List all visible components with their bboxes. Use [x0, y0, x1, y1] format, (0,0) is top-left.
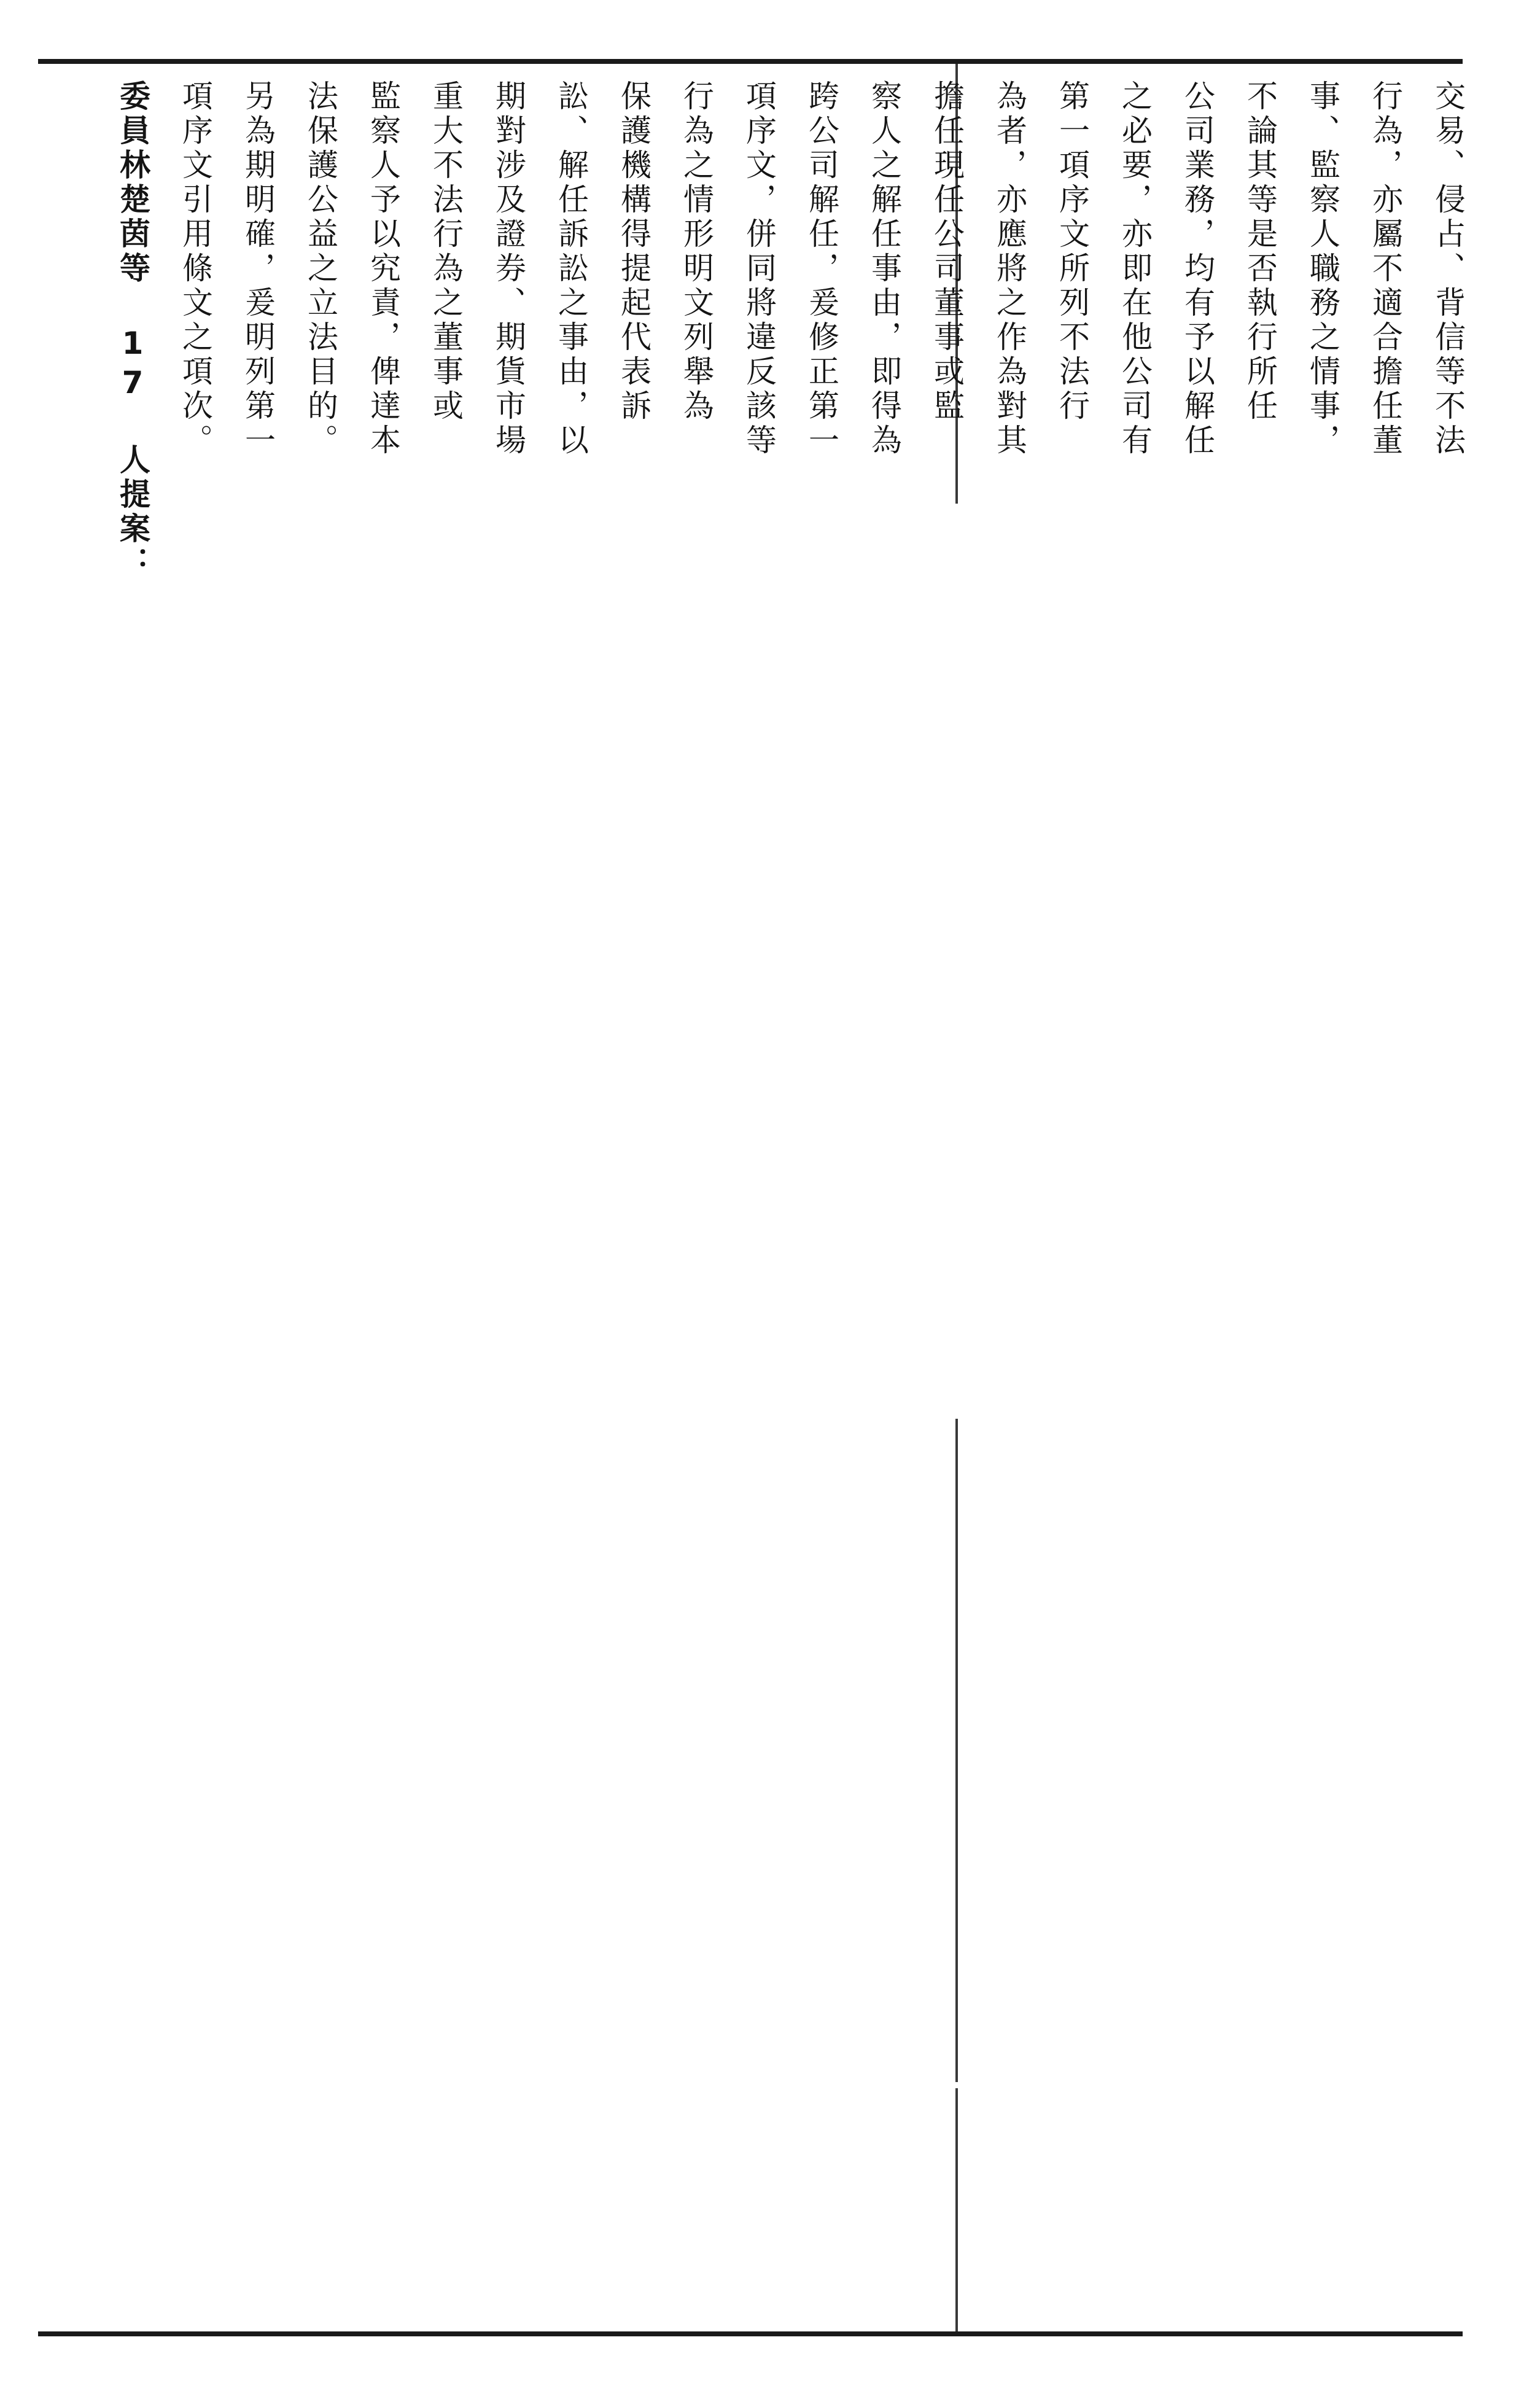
- proposal-lin-body-line: 監察人予以究責，俾達本: [365, 80, 401, 458]
- top-rule: [38, 59, 1463, 64]
- bottom-rule: [38, 2331, 1463, 2336]
- col-separator-low: [955, 2088, 958, 2331]
- proposal-lin-body-line: 項序文，併同將違反該等: [741, 80, 777, 458]
- proposal-lin-body-line: 事、監察人職務之情事，: [1305, 80, 1340, 458]
- proposal-lin-body-line: 察人之解任事由，即得為: [866, 80, 902, 458]
- col-separator-mid: [955, 1419, 958, 2082]
- proposal-lin-body-line: 擔任現任公司董事或監: [929, 80, 965, 424]
- proposal-lin-body-line: 交易、侵占、背信等不法: [1430, 80, 1466, 458]
- proposal-lin-heading-line: 委員林楚茵等 17 人提案：: [115, 80, 150, 581]
- proposal-lin-body-line: 跨公司解任，爰修正第一: [804, 80, 839, 458]
- proposal-lin-body-line: 行為之情形明文列舉為: [679, 80, 714, 424]
- proposal-lin-body-line: 重大不法行為之董事或: [428, 80, 464, 424]
- proposal-lin-body-line: 為者，亦應將之作為對其: [992, 80, 1027, 458]
- proposal-lin-body-line: 期對涉及證券、期貨市場: [491, 80, 526, 458]
- proposal-lin-body-line: 法保護公益之立法目的。: [303, 80, 338, 458]
- proposal-lin-body-line: 訟、解任訴訟之事由，以: [553, 80, 589, 458]
- proposal-lin-body-line: 公司業務，均有予以解任: [1180, 80, 1215, 458]
- proposal-lin-body-line: 行為，亦屬不適合擔任董: [1367, 80, 1403, 458]
- proposal-lin-body-line: 保護機構得提起代表訴: [616, 80, 651, 424]
- proposal-lin-body-line: 第一項序文所列不法行: [1054, 80, 1090, 424]
- proposal-lin-body-line: 之必要，亦即在他公司有: [1117, 80, 1153, 458]
- proposal-lin-body-line: 項序文引用條文之項次。: [177, 80, 213, 458]
- proposal-lin-body-line: 另為期明確，爰明列第一: [240, 80, 276, 458]
- proposal-lin-body-line: 不論其等是否執行所任: [1242, 80, 1278, 424]
